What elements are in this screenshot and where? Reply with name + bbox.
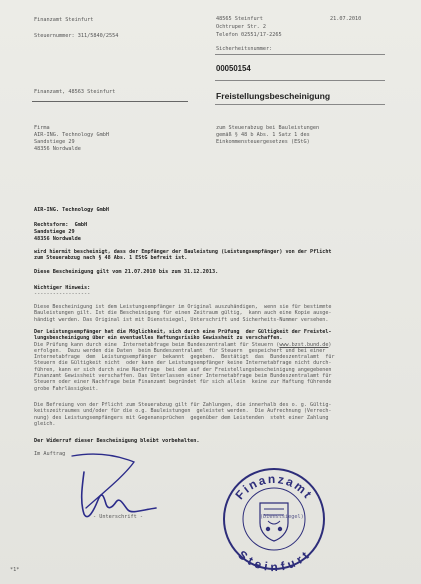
office-street: Ochtruper Str. 2: [216, 24, 266, 30]
subject-city: 48356 Nordwalde: [34, 236, 81, 242]
title-top-rule: [215, 80, 385, 81]
office-name: Finanzamt Steinfurt: [34, 17, 94, 23]
subject-legal-form: Rechtsform: GmbH: [34, 222, 88, 228]
letter-date: 21.07.2010: [330, 16, 362, 22]
notice-heading: Wichtiger Hinweis:: [34, 285, 91, 291]
page-marker: *1*: [10, 567, 20, 573]
subject-company: AIR-ING. Technology GmbH: [34, 207, 109, 213]
validity-period: Diese Bescheinigung gilt vom 21.07.2010 bis zum 31.12.2013.: [34, 269, 219, 275]
on-behalf-label: Im Auftrag: [34, 451, 66, 457]
legal-basis-line: zum Steuerabzug bei Bauleistungen: [216, 125, 320, 131]
verification-paragraph: Die Prüfung kann durch eine Internetabfrage beim Bundeszentralamt für Steuern (www.bzst.bund.de) erfolgen. Dazu werden die Daten beim Bundeszentralamt für Steuern gespeichert und bei einer Internetabfrage dem Leistungsempfänger bekannt gegeben. Bestätigt das Bundeszentralamt für Steuern die Gültigkeit nicht oder kann der Leistungsempfänger keine Internetabfrage nicht durch- führen, kann er sich durch eine Nachfrage bei dem auf der Freistellungsbescheinigung angegebenen Finanzamt Gewissheit verschaffen. Das Unterlassen einer Internetabfrage beim Bundeszentralamt für Steuern oder einer Nachfrage beim Finanzamt begründet für sich allein keine zur Haftung führende grobe Fahrlässigkeit.: [34, 341, 335, 392]
seal-inner-label: (Dienstsiegel): [260, 514, 304, 520]
seal-bottom-text: Steinfurt: [235, 547, 313, 575]
security-number-label: Sicherheitsnummer:: [216, 46, 273, 52]
document-title: Freistellungsbescheinigung: [216, 91, 331, 101]
bzst-link[interactable]: www.bzst.bund.de: [279, 341, 329, 348]
tax-number: Steuernummer: 311/5840/2554: [34, 33, 119, 39]
security-number: 00050154: [216, 64, 251, 73]
return-address: Finanzamt, 48563 Steinfurt: [34, 89, 116, 95]
recipient-street: Sandstiege 29: [34, 139, 75, 145]
recipient-label: Firma: [34, 125, 50, 131]
office-city: 48565 Steinfurt: [216, 16, 263, 22]
office-phone: Telefon 02551/17-2265: [216, 32, 282, 38]
exemption-scope-paragraph: Die Befreiung von der Pflicht zum Steuerabzug gilt für Zahlungen, die innerhalb des o. g. Gültig- keitszeitraumes und/oder für die o.g. Bauleistungen geleistet werden. Die Aufrechnung (Verrech- nung) des Leistungsempfängers mit Gegenansprüchen gegenüber dem Leistenden steht einer Zahlung gleich.: [34, 402, 332, 427]
recipient-city: 48356 Nordwalde: [34, 146, 81, 152]
revocation-reservation: Der Widerruf dieser Bescheinigung bleibt vorbehalten.: [34, 438, 200, 444]
legal-basis-line: gemäß § 48 b Abs. 1 Satz 1 des: [216, 132, 310, 138]
signature-label: - Unterschrift -: [93, 514, 143, 520]
recipient-name: AIR-ING. Technology GmbH: [34, 132, 109, 138]
subject-street: Sandstiege 29: [34, 229, 75, 235]
svg-text:Finanzamt: [233, 472, 316, 502]
title-bottom-rule: [215, 104, 385, 105]
certification-text: wird hiermit bescheinigt, dass der Empfänger der Bauleistung (Leistungsempfänger) von der Pflicht zum Steuerabzug nach § 48 Abs. 1 EStG befreit ist.: [34, 249, 332, 262]
legal-basis-line: Einkommensteuergesetzes (EStG): [216, 139, 310, 145]
notice-underline: ------------------: [34, 291, 91, 297]
seal-top-text: Finanzamt: [232, 471, 316, 503]
original-notice-paragraph: Diese Bescheinigung ist dem Leistungsempfänger im Original auszuhändigen, wenn sie für bestimmte Bauleistungen gilt. Ist die Bescheinigung für einen Zeitraum gültig, kann auch eine Kopie ausge- händigt werden. Das Original ist mit Dienstsiegel, Unterschrift und Sicherheits-Nummer versehen.: [34, 304, 332, 323]
security-rule: [215, 54, 385, 55]
verification-heading: Der Leistungsempfänger hat die Möglichkeit, sich durch eine Prüfung der Gültigkeit der Freistel- lungsbescheinigung über ein eventuelles Haftungsrisiko Gewissheit zu verschaffen.: [34, 329, 332, 342]
return-address-rule: [32, 101, 188, 102]
